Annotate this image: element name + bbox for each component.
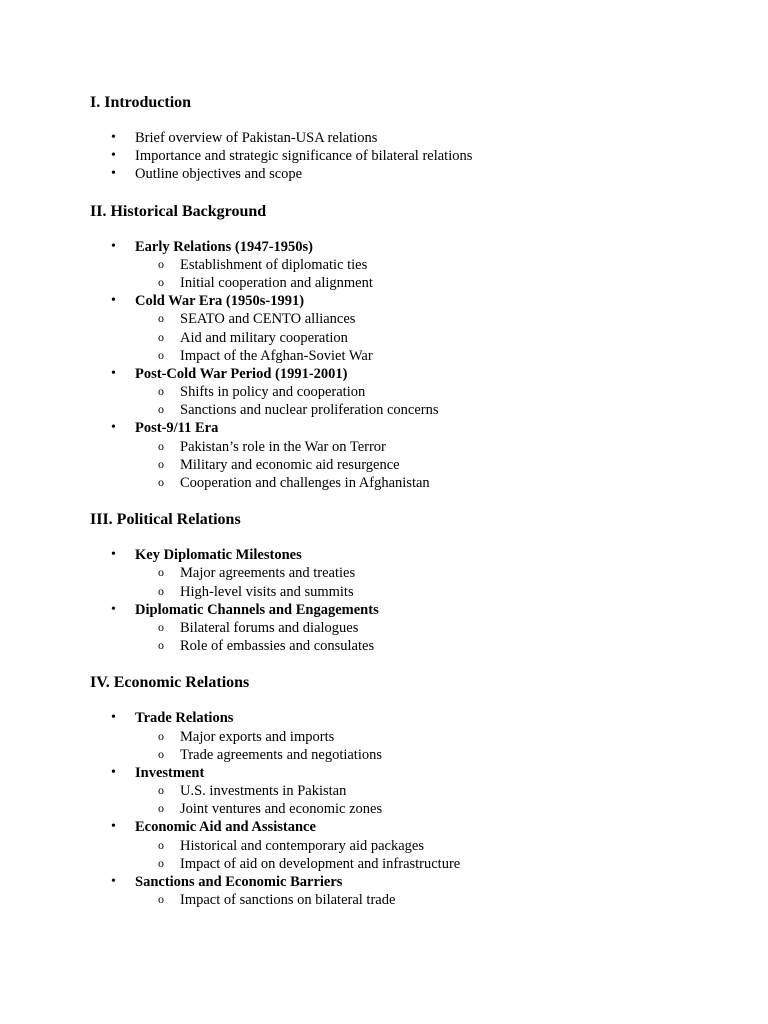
- sub-list-item: [135, 456, 710, 474]
- subsection-title: Economic Aid and Assistance: [135, 819, 316, 836]
- subsection-title: Investment: [135, 764, 205, 781]
- circle-bullet-icon: o: [158, 475, 164, 489]
- sub-list-item-text: Bilateral forums and dialogues: [180, 619, 359, 636]
- subsection-title: Post-Cold War Period (1991-2001): [135, 365, 348, 382]
- list-item: [90, 818, 710, 873]
- bullet-list: [90, 546, 710, 655]
- bullet-icon: •: [111, 238, 116, 254]
- list-item: [90, 165, 710, 183]
- circle-bullet-icon: o: [158, 274, 164, 289]
- sub-list-item: [135, 855, 710, 873]
- subsection-title: Trade Relations: [135, 710, 234, 727]
- list-item: [90, 147, 710, 165]
- sub-bullet-list: [135, 383, 710, 419]
- circle-bullet-icon: o: [158, 801, 164, 816]
- list-item: [90, 873, 710, 909]
- sub-list-item-text: Initial cooperation and alignment: [180, 274, 373, 291]
- bullet-list: [90, 129, 710, 184]
- sub-list-item: [135, 837, 710, 855]
- sub-list-item: [135, 310, 710, 328]
- subsection-title: Sanctions and Economic Barriers: [135, 874, 343, 890]
- outline-section: [90, 509, 710, 655]
- sub-bullet-list: [135, 564, 710, 600]
- list-item: [90, 419, 710, 492]
- sub-bullet-list: [135, 728, 710, 764]
- sub-list-item: [135, 474, 710, 492]
- bullet-icon: •: [111, 420, 116, 436]
- subsection-title: Cold War Era (1950s-1991): [135, 293, 305, 310]
- sub-list-item: [135, 619, 710, 637]
- bullet-icon: •: [111, 547, 116, 563]
- list-item: [90, 238, 710, 293]
- sub-list-item-text: High-level visits and summits: [180, 583, 354, 600]
- sub-list-item-text: Historical and contemporary aid packages: [180, 837, 424, 854]
- sub-bullet-list: [135, 891, 710, 909]
- sub-list-item: [135, 746, 710, 764]
- circle-bullet-icon: o: [158, 256, 164, 271]
- sub-list-item-text: Major exports and imports: [180, 728, 335, 745]
- sub-list-item: [135, 637, 710, 655]
- list-item-text: Outline objectives and scope: [135, 166, 303, 183]
- sub-list-item: [135, 347, 710, 365]
- sub-list-item-text: U.S. investments in Pakistan: [180, 783, 347, 800]
- sub-list-item-text: Trade agreements and negotiations: [180, 746, 383, 763]
- sub-list-item-text: Aid and military cooperation: [180, 329, 348, 346]
- bullet-icon: •: [111, 130, 116, 145]
- sub-list-item: [135, 274, 710, 292]
- list-item: [90, 365, 710, 420]
- bullet-icon: •: [111, 365, 116, 381]
- list-item: [90, 129, 710, 147]
- bullet-icon: •: [111, 874, 116, 889]
- sub-list-item-text: SEATO and CENTO alliances: [180, 311, 356, 328]
- circle-bullet-icon: o: [158, 783, 164, 798]
- section-heading: II. Historical Background: [90, 202, 267, 220]
- section-heading: IV. Economic Relations: [90, 674, 250, 692]
- sub-list-item-text: Impact of aid on development and infrastructure: [180, 855, 461, 872]
- list-item-text: Brief overview of Pakistan-USA relations: [135, 130, 378, 146]
- list-item: [90, 709, 710, 764]
- circle-bullet-icon: o: [158, 402, 164, 417]
- section-heading: I. Introduction: [90, 94, 192, 111]
- sub-list-item: [135, 583, 710, 601]
- sub-list-item: [135, 438, 710, 456]
- sub-list-item: [135, 800, 710, 818]
- sub-list-item-text: Joint ventures and economic zones: [180, 801, 383, 818]
- sub-list-item-text: Shifts in policy and cooperation: [180, 384, 366, 401]
- circle-bullet-icon: o: [158, 438, 164, 453]
- subsection-title: Post-9/11 Era: [135, 420, 219, 437]
- list-item: [90, 546, 710, 601]
- subsection-title: Diplomatic Channels and Engagements: [135, 601, 379, 618]
- sub-list-item: [135, 383, 710, 401]
- sub-list-item-text: Pakistan’s role in the War on Terror: [180, 438, 386, 455]
- circle-bullet-icon: o: [158, 746, 164, 761]
- circle-bullet-icon: o: [158, 311, 164, 326]
- sub-list-item: [135, 891, 710, 909]
- bullet-icon: •: [111, 819, 116, 835]
- bullet-list: [90, 238, 710, 493]
- sub-list-item: [135, 329, 710, 347]
- sub-bullet-list: [135, 256, 710, 292]
- sub-list-item: [135, 401, 710, 419]
- sub-bullet-list: [135, 837, 710, 873]
- subsection-title: Key Diplomatic Milestones: [135, 547, 302, 564]
- sub-bullet-list: [135, 782, 710, 818]
- bullet-icon: •: [111, 764, 116, 780]
- sub-list-item-text: Role of embassies and consulates: [180, 638, 375, 655]
- circle-bullet-icon: o: [158, 837, 164, 852]
- sub-bullet-list: [135, 438, 710, 493]
- sub-list-item-text: Military and economic aid resurgence: [180, 456, 400, 473]
- circle-bullet-icon: o: [158, 456, 164, 471]
- circle-bullet-icon: o: [158, 728, 164, 743]
- bullet-icon: •: [111, 166, 116, 182]
- bullet-list: [90, 709, 710, 909]
- outline-section: [90, 672, 710, 909]
- list-item: [90, 292, 710, 365]
- section-heading: III. Political Relations: [90, 511, 241, 529]
- list-item-text: Importance and strategic significance of bilateral relations: [135, 148, 473, 165]
- bullet-icon: •: [111, 710, 116, 726]
- sub-list-item-text: Major agreements and treaties: [180, 565, 356, 582]
- circle-bullet-icon: o: [158, 855, 164, 870]
- list-item: [90, 764, 710, 819]
- sub-list-item-text: Sanctions and nuclear proliferation concerns: [180, 402, 439, 419]
- sub-bullet-list: [135, 619, 710, 655]
- circle-bullet-icon: o: [158, 384, 164, 399]
- sub-list-item: [135, 782, 710, 800]
- circle-bullet-icon: o: [158, 638, 164, 653]
- sub-list-item: [135, 256, 710, 274]
- circle-bullet-icon: o: [158, 347, 164, 362]
- bullet-icon: •: [111, 148, 116, 164]
- outline-section: [90, 92, 710, 184]
- sub-list-item-text: Cooperation and challenges in Afghanistan: [180, 475, 430, 491]
- bullet-icon: •: [111, 601, 116, 617]
- circle-bullet-icon: o: [158, 892, 164, 907]
- sub-list-item-text: Impact of sanctions on bilateral trade: [180, 892, 396, 909]
- sub-bullet-list: [135, 310, 710, 365]
- sub-list-item: [135, 728, 710, 746]
- outline-section: [90, 201, 710, 493]
- list-item: [90, 601, 710, 656]
- sub-list-item-text: Impact of the Afghan-Soviet War: [180, 347, 373, 364]
- circle-bullet-icon: o: [158, 329, 164, 344]
- bullet-icon: •: [111, 293, 116, 309]
- circle-bullet-icon: o: [158, 583, 164, 598]
- circle-bullet-icon: o: [158, 565, 164, 580]
- document-page: [90, 92, 710, 926]
- sub-list-item: [135, 564, 710, 582]
- sub-list-item-text: Establishment of diplomatic ties: [180, 256, 368, 273]
- circle-bullet-icon: o: [158, 619, 164, 634]
- subsection-title: Early Relations (1947-1950s): [135, 238, 314, 255]
